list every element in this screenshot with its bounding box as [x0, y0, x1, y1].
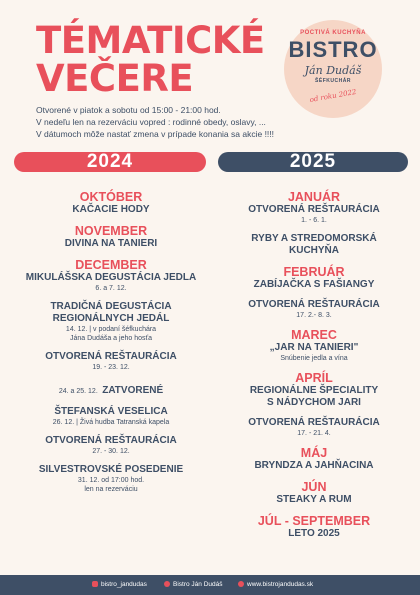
logo-subtitle: ŠÉFKUCHÁR: [315, 78, 351, 84]
event-title: OTVORENÁ REŠTAURÁCIA: [248, 417, 380, 428]
event-title: LETO 2025: [288, 528, 340, 539]
year-bar-2024: 2024: [14, 152, 206, 172]
event-detail: len na rezerváciu: [84, 486, 138, 493]
event-title: BRYNDZA A JAHŇACINA: [254, 460, 374, 471]
page-title: [36, 19, 265, 100]
website-url: www.bistrojandudas.sk: [247, 581, 314, 588]
website-link[interactable]: [238, 575, 313, 595]
event-title: OTVORENÁ REŠTAURÁCIA: [248, 299, 380, 310]
event-detail: 14. 12. | v podaní šéfkuchára: [65, 326, 157, 333]
event-title: STEAKY A RUM: [276, 494, 352, 505]
event-date: 1. - 6. 1.: [301, 217, 327, 224]
event-title: OTVORENÁ REŠTAURÁCIA: [248, 204, 380, 215]
instagram-link[interactable]: [92, 575, 147, 595]
instagram-handle: bistro_jandudas: [101, 581, 147, 588]
event-date: 27. - 30. 12.: [92, 448, 130, 455]
logo-tagline: POCTIVÁ KUCHYŇA: [300, 30, 366, 36]
logo-founded: od roku 2022: [309, 87, 357, 105]
month-heading: FEBRUÁR: [283, 265, 345, 279]
month-heading: JANUÁR: [287, 190, 341, 204]
year-bar-2025: 2025: [218, 152, 408, 172]
event-title: ŠTEFANSKÁ VESELICA: [54, 406, 168, 417]
month-heading: APRÍL: [295, 371, 333, 385]
event-title: OTVORENÁ REŠTAURÁCIA: [45, 351, 177, 362]
month-heading: JÚN: [301, 480, 327, 494]
logo-owner: Ján Dudáš: [304, 64, 362, 77]
event-date: 17. 2.- 8. 3.: [296, 312, 332, 319]
event-title: RYBY A STREDOMORSKÁ: [251, 233, 377, 244]
facebook-link[interactable]: [164, 575, 223, 595]
event-title: OTVORENÁ REŠTAURÁCIA: [45, 435, 177, 446]
event-detail: 31. 12. od 17:00 hod.: [77, 477, 145, 484]
event-title: „JAR NA TANIERI": [269, 342, 359, 353]
event-date: 19. - 23. 12.: [92, 364, 130, 371]
events-2025-column: [212, 190, 416, 540]
event-detail: Snúbenie jedla a vína: [280, 355, 348, 362]
event-date: 17. - 21. 4.: [297, 430, 331, 437]
event-detail: Jána Dudáša a jeho hosťa: [69, 335, 153, 342]
event-date: 6. a 7. 12.: [95, 285, 127, 292]
month-heading: MÁJ: [300, 446, 328, 460]
title-line-1: TÉMATICKÉ: [36, 19, 265, 62]
event-date: 24. a 25. 12.: [58, 388, 98, 395]
facebook-icon: [164, 581, 170, 587]
event-title: SILVESTROVSKÉ POSEDENIE: [38, 464, 184, 475]
intro-line: V dátumoch môže nastať zmena v prípade konania sa akcie !!!!: [36, 129, 275, 139]
event-title: TRADIČNÁ DEGUSTÁCIA: [50, 301, 172, 312]
event-title: MIKULÁŠSKA DEGUSTÁCIA JEDLA: [25, 272, 197, 283]
intro-line: V nedeľu len na rezerváciu vopred : rodinné obedy, oslavy, ...: [36, 117, 266, 127]
month-heading: JÚL - SEPTEMBER: [257, 514, 371, 528]
event-title: KAČACIE HODY: [72, 204, 150, 215]
event-title: ZABÍJAČKA S FAŠIANGY: [253, 279, 375, 290]
month-heading: DECEMBER: [75, 258, 147, 272]
event-title: ZATVORENÉ: [102, 385, 164, 396]
events-2024-column: [8, 190, 214, 494]
facebook-name: Bistro Ján Dudáš: [173, 581, 223, 588]
footer: [0, 575, 420, 595]
event-title: KUCHYŇA: [289, 245, 339, 256]
event-detail: 26. 12. | Živá hudba Tatranská kapela: [52, 419, 170, 426]
event-title: DIVINA NA TANIERI: [64, 238, 158, 249]
logo-name: BISTRO: [288, 37, 378, 62]
globe-icon: [238, 581, 244, 587]
title-line-2: VEČERE: [36, 57, 194, 100]
month-heading: OKTÓBER: [79, 190, 143, 204]
intro-text: [36, 104, 274, 140]
month-heading: MAREC: [291, 328, 337, 342]
event-title: REGIONÁLNE ŠPECIALITY: [249, 385, 379, 396]
month-heading: NOVEMBER: [74, 224, 148, 238]
intro-line: Otvorené v piatok a sobotu od 15:00 - 21:00 hod.: [36, 105, 221, 115]
bistro-logo: [284, 20, 382, 118]
event-title: REGIONÁLNYCH JEDÁL: [52, 313, 170, 324]
instagram-icon: [92, 581, 98, 587]
event-title: S NÁDYCHOM JARI: [267, 397, 361, 408]
